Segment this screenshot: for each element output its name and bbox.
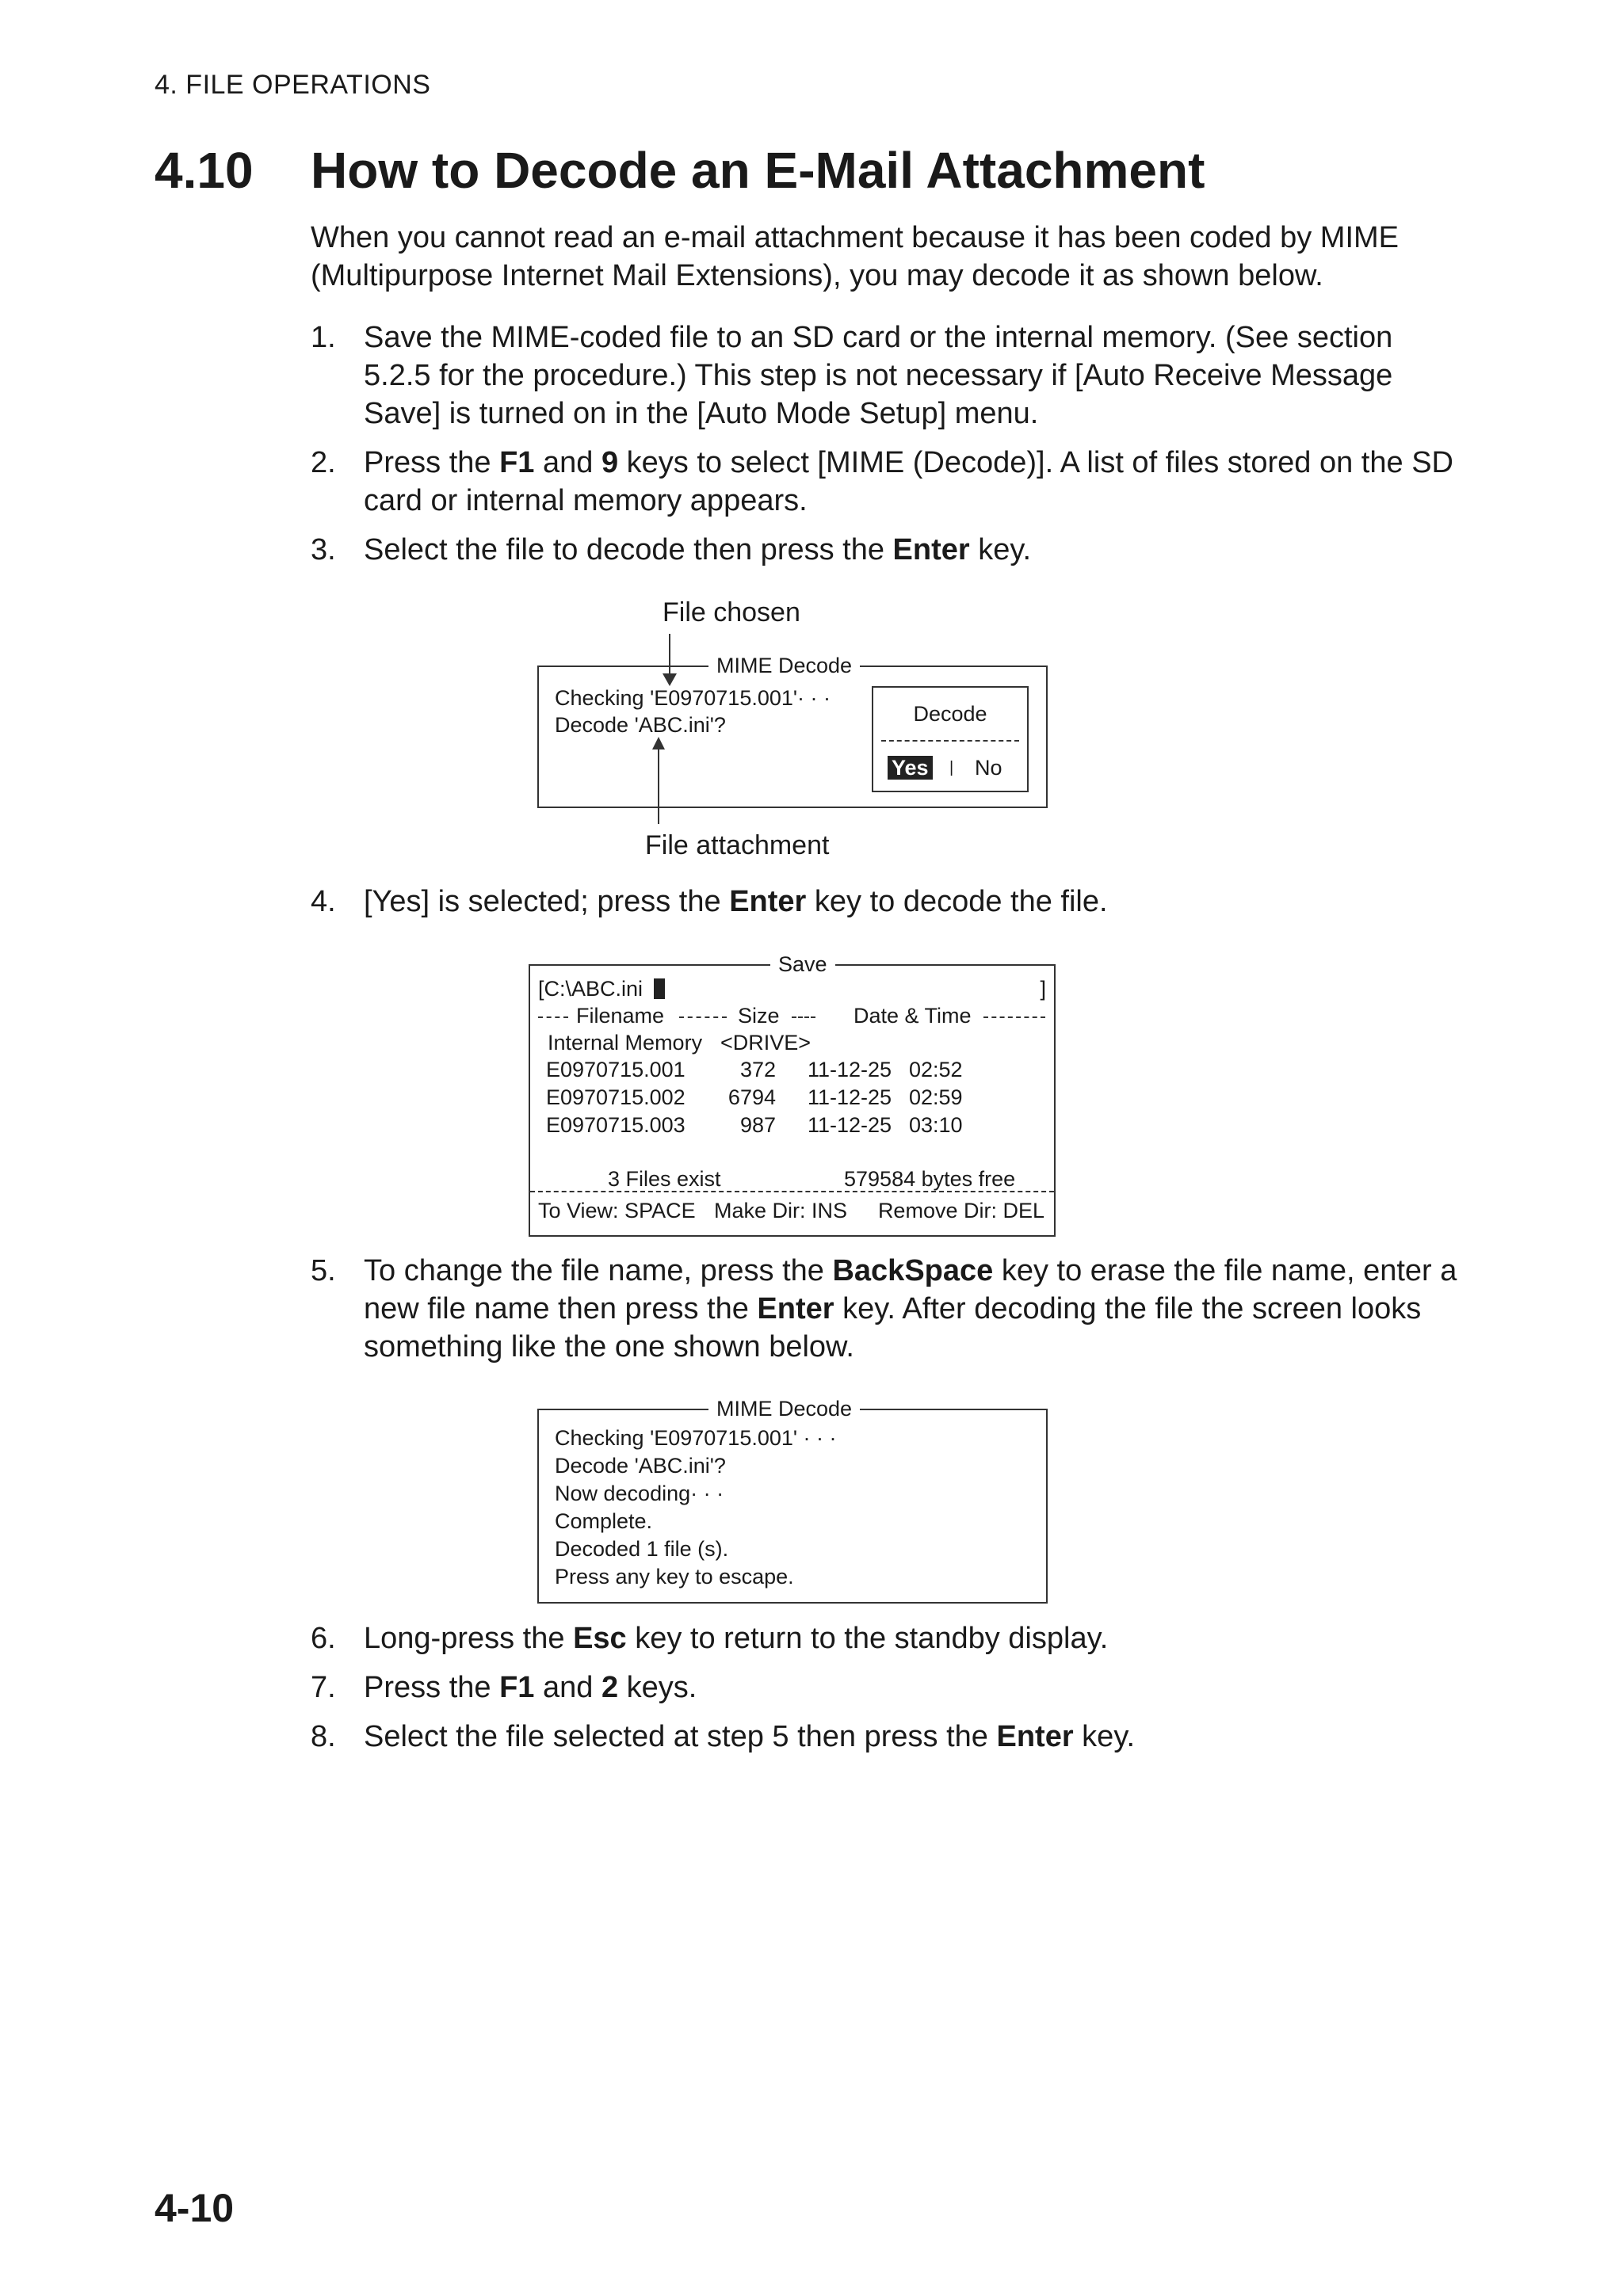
step-text: Press the F1 and 2 keys. bbox=[364, 1671, 697, 1704]
step-number: 1. bbox=[311, 321, 336, 354]
log-line: Now decoding· · · bbox=[555, 1482, 724, 1505]
text-cursor bbox=[654, 978, 665, 999]
file-date: 11-12-25 bbox=[808, 1113, 892, 1137]
step-number: 5. bbox=[311, 1254, 336, 1287]
file-time: 03:10 bbox=[909, 1113, 963, 1137]
step-6 bbox=[311, 1619, 1460, 1657]
key-esc: Esc bbox=[573, 1622, 627, 1655]
label-file-attachment: File attachment bbox=[645, 830, 830, 860]
checking-line: Checking 'E0970715.001'· · · bbox=[555, 686, 831, 710]
file-time: 02:52 bbox=[909, 1058, 963, 1081]
key-enter: Enter bbox=[996, 1720, 1074, 1753]
decode-log bbox=[555, 1426, 837, 1592]
step-2 bbox=[311, 444, 1460, 520]
file-size: 372 bbox=[739, 1058, 776, 1081]
no-option[interactable]: No bbox=[975, 756, 1002, 780]
step-text: [Yes] is selected; press the Enter key to decode the file. bbox=[364, 885, 1108, 918]
step-1 bbox=[311, 318, 1460, 433]
step-text: Select the file selected at step 5 then press the Enter key. bbox=[364, 1720, 1136, 1753]
hint-view: To View: SPACE bbox=[538, 1199, 696, 1222]
step-text: Select the file to decode then press the Enter key. bbox=[364, 533, 1032, 566]
header-size: Size bbox=[738, 1004, 780, 1028]
window-title: MIME Decode bbox=[708, 654, 860, 677]
log-line: Checking 'E0970715.001' · · · bbox=[555, 1426, 837, 1450]
hint-remove: Remove Dir: DEL bbox=[877, 1199, 1044, 1222]
mime-decode-complete-window bbox=[537, 1397, 1048, 1604]
decode-line: Decode 'ABC.ini'? bbox=[555, 713, 726, 737]
file-size: 987 bbox=[739, 1113, 776, 1137]
yes-option[interactable]: Yes bbox=[888, 756, 933, 780]
key-2: 2 bbox=[601, 1671, 619, 1704]
hint-makedir: Make Dir: INS bbox=[714, 1199, 848, 1222]
file-size: 6794 bbox=[727, 1085, 776, 1109]
path-input[interactable]: [C:\ABC.ini bbox=[538, 977, 665, 1001]
save-window bbox=[529, 952, 1056, 1237]
step-4 bbox=[311, 883, 1460, 921]
file-name: E0970715.002 bbox=[546, 1085, 685, 1109]
step-number: 8. bbox=[311, 1720, 336, 1753]
path-close-bracket: ] bbox=[1040, 977, 1046, 1001]
footer-divider bbox=[530, 1191, 1054, 1192]
mime-decode-window bbox=[537, 654, 1048, 808]
step-text: To change the file name, press the BackSpace key to erase the file name, enter a new file name then press the Enter key. After decoding the file the screen looks something like the one shown below. bbox=[364, 1254, 1457, 1363]
dialog-divider bbox=[881, 740, 1019, 742]
log-line: Decode 'ABC.ini'? bbox=[555, 1454, 726, 1478]
key-enter: Enter bbox=[757, 1292, 834, 1325]
section-number: 4.10 bbox=[155, 142, 254, 199]
file-name: E0970715.003 bbox=[546, 1113, 685, 1137]
step-number: 7. bbox=[311, 1671, 336, 1704]
key-f1: F1 bbox=[499, 446, 535, 479]
key-backspace: BackSpace bbox=[832, 1254, 994, 1287]
log-line: Decoded 1 file (s). bbox=[555, 1537, 729, 1561]
section-title: How to Decode an E-Mail Attachment bbox=[311, 142, 1205, 199]
file-name: E0970715.001 bbox=[546, 1058, 685, 1081]
log-line: Press any key to escape. bbox=[555, 1565, 794, 1589]
log-line: Complete. bbox=[555, 1509, 653, 1533]
table-row[interactable] bbox=[546, 1113, 1022, 1141]
file-date: 11-12-25 bbox=[808, 1085, 892, 1109]
dialog-title: Decode bbox=[913, 702, 987, 726]
step-5 bbox=[311, 1252, 1460, 1366]
file-time: 02:59 bbox=[909, 1085, 963, 1109]
key-enter: Enter bbox=[892, 533, 970, 566]
running-header: 4. FILE OPERATIONS bbox=[155, 70, 431, 100]
header-filename: Filename bbox=[576, 1004, 665, 1028]
drive-label: <DRIVE> bbox=[720, 1031, 812, 1055]
page-number: 4-10 bbox=[155, 2186, 235, 2230]
window-title: Save bbox=[770, 952, 835, 976]
key-9: 9 bbox=[601, 446, 619, 479]
window-title: MIME Decode bbox=[708, 1397, 860, 1421]
intro-paragraph: When you cannot read an e-mail attachment because it has been coded by MIME (Multipurpose Internet Mail Extensions), you may decode it as shown below. bbox=[311, 221, 1400, 292]
table-row[interactable] bbox=[546, 1058, 1022, 1085]
step-number: 4. bbox=[311, 885, 336, 918]
arrow-file-attachment bbox=[658, 748, 659, 824]
step-8 bbox=[311, 1718, 1460, 1756]
table-row[interactable] bbox=[546, 1085, 1022, 1113]
step-text: Long-press the Esc key to return to the standby display. bbox=[364, 1622, 1109, 1655]
step-7 bbox=[311, 1669, 1460, 1707]
label-file-chosen: File chosen bbox=[663, 597, 800, 627]
step-text: Press the F1 and 9 keys to select [MIME (Decode)]. A list of files stored on the SD card or internal memory appears. bbox=[364, 446, 1453, 517]
step-3 bbox=[311, 531, 1460, 569]
step-number: 6. bbox=[311, 1622, 336, 1655]
decode-dialog bbox=[872, 686, 1029, 792]
step-number: 3. bbox=[311, 533, 336, 566]
header-datetime: Date & Time bbox=[854, 1004, 972, 1028]
key-f1: F1 bbox=[499, 1671, 535, 1704]
option-separator: | bbox=[949, 759, 954, 776]
bytes-free: 579584 bytes free bbox=[844, 1167, 1016, 1191]
key-enter: Enter bbox=[729, 885, 807, 918]
file-date: 11-12-25 bbox=[808, 1058, 892, 1081]
file-list bbox=[546, 1058, 1022, 1141]
step-number: 2. bbox=[311, 446, 336, 479]
step-text: Save the MIME-coded file to an SD card or the internal memory. (See section 5.2.5 for the procedure.) This step is not necessary if [Auto Receive Message Save] is turned on in the [Auto Mode Setup] menu. bbox=[364, 321, 1393, 430]
files-exist: 3 Files exist bbox=[608, 1167, 721, 1191]
location-label: Internal Memory bbox=[548, 1031, 703, 1055]
